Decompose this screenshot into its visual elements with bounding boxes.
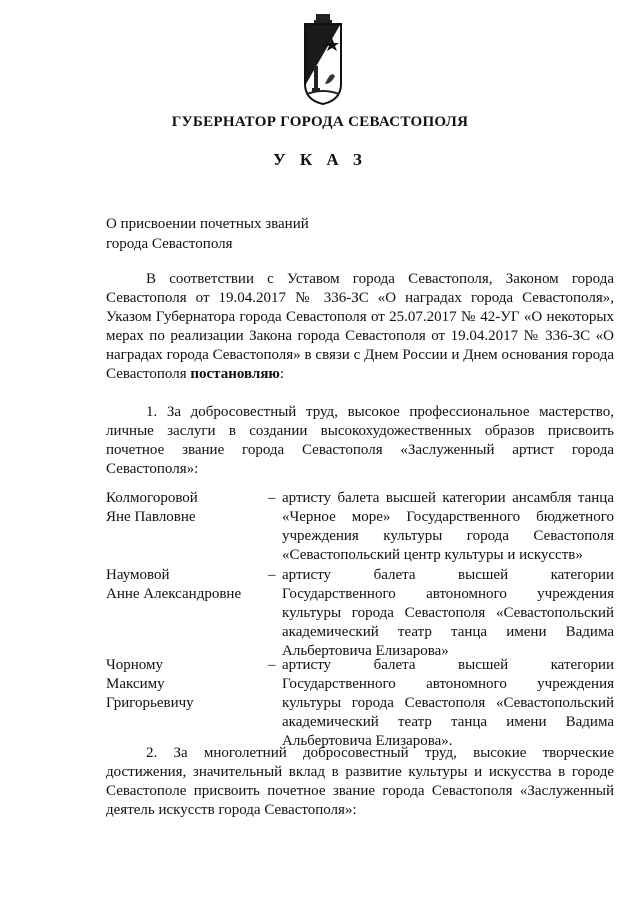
sevastopol-coat-of-arms-icon <box>301 14 345 106</box>
clause-paragraph: 2. За многолетний добросовестный труд, высокие творческие достижения, значительный вклад в развитие культуры и искусства в городе Севастополе присвоить почетное звание города Севастополя «Заслуженный деятель искусств города Севастополя»: <box>106 745 614 818</box>
decree-subject <box>106 214 309 254</box>
resolve-word: постановляю <box>190 366 280 382</box>
name-line: Анне Александровне <box>106 586 242 602</box>
preamble-text: В соответствии с Уставом города Севастополя, Законом города Севастополя от 19.04.2017 № 336-ЗС «О наградах города Севастополя», Указом Губернатора города Севастополя от 25.07.2017 № 42-УГ «О некоторых мерах по реализации Закона города Севастополя от 19.04.2017 № 336-ЗС «О наградах города Севастополя» в связи с Днем России и Днем основания города Севастополя <box>106 271 614 382</box>
issuer-title: ГУБЕРНАТОР ГОРОДА СЕВАСТОПОЛЯ <box>171 114 469 130</box>
subject-line: О присвоении почетных званий <box>106 216 309 232</box>
recipient-description: артисту балета высшей категории ансамбля танца «Черное море» Государственного бюджетного учреждения культуры города Севастополя «Севастопольский центр культуры и искусств» <box>282 490 614 563</box>
recipient-description: артисту балета высшей категории Государственного автономного учреждения культуры города Севастополя «Севастопольский академический театр танца имени Вадима Альбертовича Елизарова» <box>282 567 614 659</box>
subject-line: города Севастополя <box>106 236 233 252</box>
recipient-name <box>106 489 266 527</box>
clause-1 <box>106 403 614 479</box>
recipient-description: артисту балета высшей категории Государственного автономного учреждения культуры города Севастополя «Севастопольский академический театр танца имени Вадима Альбертовича Елизарова». <box>282 657 614 749</box>
dash: – <box>268 490 276 506</box>
name-line: Максиму <box>106 676 165 692</box>
preamble <box>106 270 614 384</box>
dash: – <box>268 567 276 583</box>
name-line: Чорному <box>106 657 163 673</box>
name-line: Колмогоровой <box>106 490 198 506</box>
document-type: У К А З <box>273 150 367 169</box>
preamble-end: : <box>279 366 285 382</box>
dash: – <box>268 657 276 673</box>
recipient-name <box>106 656 266 713</box>
clause-paragraph: 1. За добросовестный труд, высокое профессиональное мастерство, личные заслуги в создании высокохудожественных образов присвоить почетное звание города Севастополя «Заслуженный артист города Севастополя»: <box>106 404 614 477</box>
name-line: Яне Павловне <box>106 509 196 525</box>
preamble-paragraph <box>106 270 614 384</box>
clause-2 <box>106 744 614 820</box>
name-line: Григорьевичу <box>106 695 194 711</box>
name-line: Наумовой <box>106 567 170 583</box>
recipient-name <box>106 566 266 604</box>
